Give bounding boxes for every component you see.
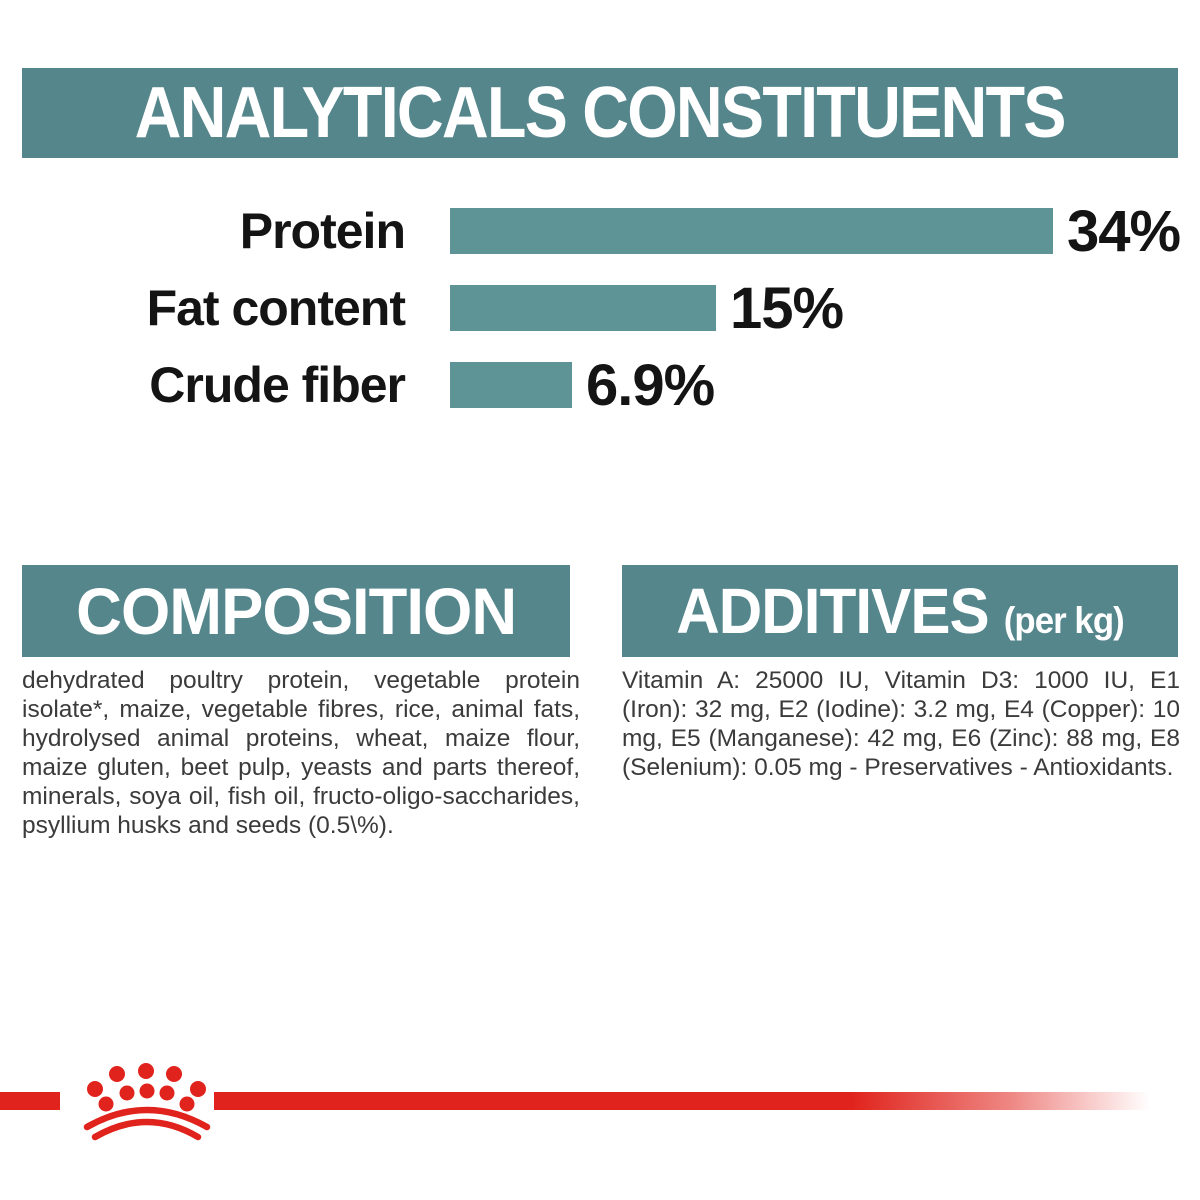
chart-row-fat-content	[0, 275, 1200, 341]
chart-value: 6.9%	[586, 352, 715, 418]
chart-row-protein	[0, 198, 1200, 264]
chart-value: 15%	[730, 275, 844, 341]
chart-value: 34%	[1067, 198, 1181, 264]
royal-canin-crown-icon	[62, 1056, 212, 1146]
additives-title-group	[676, 574, 1123, 648]
additives-header-banner	[622, 565, 1178, 657]
analyticals-header-banner	[22, 68, 1178, 158]
additives-body-text: Vitamin A: 25000 IU, Vitamin D3: 1000 IU, E1 (Iron): 32 mg, E2 (Iodine): 3.2 mg, E4 (Copper): 10 mg, E5 (Manganese): 42 mg, E6 (Zinc): 88 mg, E8 (Selenium): 0.05 mg - Preservatives - Antioxidants.	[622, 667, 1180, 781]
analyticals-title: ANALYTICALS CONSTITUENTS	[134, 73, 1066, 153]
chart-bar	[450, 362, 572, 408]
additives-per-kg-label: (per kg)	[1003, 600, 1124, 641]
additives-title: ADDITIVES	[676, 575, 989, 647]
chart-row-crude-fiber	[0, 352, 1200, 418]
red-rule-right	[214, 1092, 1150, 1110]
composition-title: COMPOSITION	[75, 574, 517, 648]
composition-header-banner	[22, 565, 570, 657]
red-rule-left	[0, 1092, 60, 1110]
chart-label: Protein	[239, 203, 405, 259]
chart-bar	[450, 208, 1053, 254]
chart-bar	[450, 285, 716, 331]
analytical-constituents-chart	[0, 198, 1200, 439]
composition-body-text: dehydrated poultry protein, vegetable protein isolate*, maize, vegetable fibres, rice, animal fats, hydrolysed animal proteins, wheat, maize flour, maize gluten, beet pulp, yeasts and parts thereof, minerals, soya oil, fish oil, fructo-oligo-saccharides, psyllium husks and seeds (0.5\%).	[22, 667, 580, 839]
chart-label: Fat content	[146, 280, 405, 336]
chart-label: Crude fiber	[149, 357, 405, 413]
